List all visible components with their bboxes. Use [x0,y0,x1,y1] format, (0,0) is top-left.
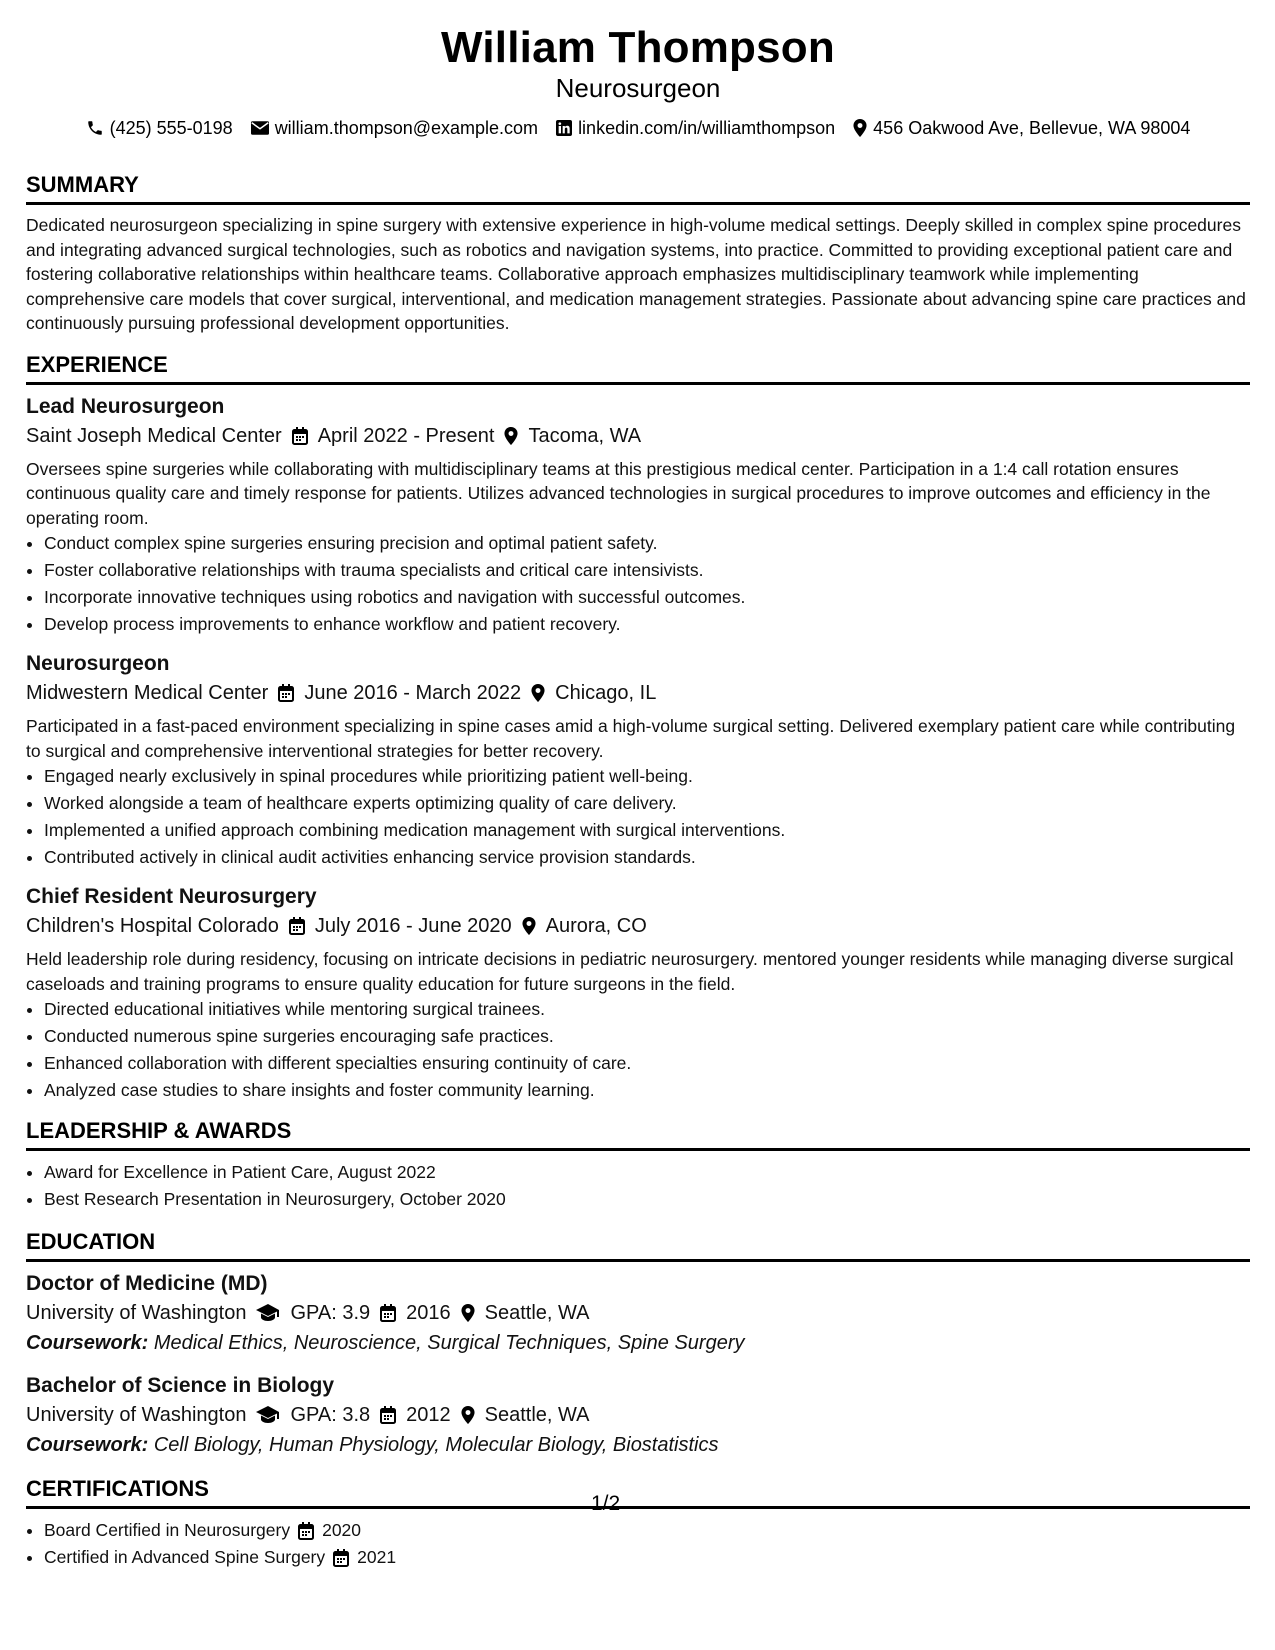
list-item: • Conducted numerous spine surgeries encouraging safe practices. [44,1023,1250,1050]
coursework [26,1328,1250,1358]
page-number: 1/2 [591,1492,621,1515]
candidate-name: William Thompson [441,23,835,72]
degree-title: Doctor of Medicine (MD) [26,1272,268,1295]
job-dates: July 2016 - June 2020 [314,915,512,937]
job-entry [26,883,1250,1104]
resume-header [26,22,1250,140]
job-meta [26,911,1250,941]
cert-row [44,1517,361,1544]
job-title: Lead Neurosurgeon [26,394,225,418]
list-item: • Directed educational initiatives while mentoring surgical trainees. [44,996,1250,1023]
gpa-text: GPA: 3.9 [290,1302,371,1324]
degree-title: Bachelor of Science in Biology [26,1374,335,1397]
job-meta [26,678,1250,708]
job-employer: Saint Joseph Medical Center [26,424,282,447]
job-bullets [26,763,1250,871]
cert-name: • Board Certified in Neurosurgery [44,1520,291,1540]
grad-year: 2012 [406,1404,451,1426]
calendar-icon [380,1304,396,1322]
linkedin-icon [556,120,572,136]
coursework-list: Medical Ethics, Neuroscience, Surgical Techniques, Spine Surgery [153,1332,745,1354]
address-text: 456 Oakwood Ave, Bellevue, WA 98004 [873,118,1191,138]
school-location: Seattle, WA [484,1404,590,1426]
job-dates: April 2022 - Present [317,424,495,447]
map-pin-icon [461,1406,475,1424]
map-pin-icon [504,427,518,445]
job-description: Participated in a fast-paced environment specializing in spine cases amid a high-volume surgical setting. Delivered exemplary patient care while contributing to surgical and comprehensive interventional strategies for better recovery. [26,716,1236,761]
awards-heading: LEADERSHIP & AWARDS [26,1116,1250,1151]
education-entry [26,1372,1250,1460]
certifications-list [26,1517,1250,1571]
job-employer: Midwestern Medical Center [26,682,269,704]
summary-heading: SUMMARY [26,170,1250,205]
education-meta [26,1298,1250,1328]
job-description: Held leadership role during residency, focusing on intricate decisions in pediatric neurosurgery. mentored younger residents while managing diverse surgical caseloads and training programs to ensure quality education for future surgeons in the field. [26,949,1234,994]
job-description: Oversees spine surgeries while collaborating with multidisciplinary teams at this prestigious medical center. Participation in a 1:4 call rotation ensures continuous quality care and timely response for patients. Utilizes advanced technologies in surgical procedures to improve outcomes and efficiency in the operating room. [26,458,1211,528]
cert-row [44,1544,396,1571]
calendar-icon [292,427,308,445]
list-item: • Best Research Presentation in Neurosurgery, October 2020 [44,1186,1250,1213]
list-item: • Engaged nearly exclusively in spinal procedures while prioritizing patient well-being. [44,763,1250,790]
list-item [44,1517,1250,1544]
list-item: • Enhanced collaboration with different specialties ensuring continuity of care. [44,1050,1250,1077]
contact-email[interactable] [251,116,538,140]
job-bullets [26,996,1250,1104]
school-name: University of Washington [26,1404,247,1426]
contact-linkedin[interactable] [556,116,835,140]
job-entry [26,393,1250,639]
contact-address [853,116,1190,140]
grad-year: 2016 [406,1302,451,1324]
list-item: • Develop process improvements to enhance workflow and patient recovery. [44,611,1250,638]
list-item: • Analyzed case studies to share insights and foster community learning. [44,1077,1250,1104]
cert-year: 2021 [357,1547,397,1567]
job-title: Chief Resident Neurosurgery [26,885,317,908]
email-text: william.thompson@example.com [274,118,539,138]
phone-icon [86,119,104,137]
job-bullets [26,530,1250,638]
awards-section [26,1116,1250,1213]
list-item: • Implemented a unified approach combining medication management with surgical interventions. [44,817,1250,844]
list-item: • Contributed actively in clinical audit activities enhancing service provision standards. [44,844,1250,871]
education-heading: EDUCATION [26,1227,1250,1262]
summary-text: Dedicated neurosurgeon specializing in spine surgery with extensive experience in high-volume medical settings. Deeply skilled in complex spine procedures and integrating advanced surgical technologies, such as robotics and navigation systems, into practice. Committed to providing exceptional patient care and fostering collaborative relationships within healthcare teams. Collaborative approach emphasizes multidisciplinary teamwork while implementing comprehensive care models that cover surgical, interventional, and medication management strategies. Passionate about advancing spine care practices and continuously pursuing professional development opportunities. [26,215,1246,333]
certifications-section [26,1474,1250,1571]
education-entry [26,1270,1250,1358]
envelope-icon [251,121,269,135]
map-pin-icon [461,1304,475,1322]
contact-phone[interactable] [86,116,233,140]
education-meta [26,1400,1250,1430]
list-item: • Award for Excellence in Patient Care, August 2022 [44,1159,1250,1186]
job-employer: Children's Hospital Colorado [26,915,279,937]
list-item [44,1544,1250,1571]
list-item: • Incorporate innovative techniques using robotics and navigation with successful outcomes. [44,584,1250,611]
list-item: • Worked alongside a team of healthcare experts optimizing quality of care delivery. [44,790,1250,817]
experience-section [26,350,1250,1105]
graduation-cap-icon [256,1304,280,1322]
calendar-icon [298,1522,314,1540]
contact-bar [26,116,1250,140]
cert-year: 2020 [322,1520,362,1540]
school-location: Seattle, WA [484,1302,590,1324]
job-location: Aurora, CO [545,915,647,937]
coursework [26,1430,1250,1460]
summary-section [26,170,1250,336]
list-item: • Conduct complex spine surgeries ensuring precision and optimal patient safety. [44,530,1250,557]
gpa-text: GPA: 3.8 [290,1404,371,1426]
calendar-icon [380,1406,396,1424]
linkedin-text: linkedin.com/in/williamthompson [578,118,836,138]
job-meta [26,421,1250,451]
education-section [26,1227,1250,1460]
graduation-cap-icon [256,1406,280,1424]
map-pin-icon [531,684,545,702]
cert-name: • Certified in Advanced Spine Surgery [44,1547,326,1567]
candidate-title: Neurosurgeon [555,73,721,103]
job-entry [26,650,1250,871]
job-title: Neurosurgeon [26,652,170,675]
coursework-label: Coursework: [26,1332,149,1354]
school-name: University of Washington [26,1302,247,1324]
map-pin-icon [522,917,536,935]
list-item: • Foster collaborative relationships with trauma specialists and critical care intensivists. [44,557,1250,584]
certifications-heading: CERTIFICATIONS [26,1474,1250,1509]
coursework-label: Coursework: [26,1434,149,1456]
calendar-icon [289,917,305,935]
job-location: Tacoma, WA [528,424,642,447]
calendar-icon [278,684,294,702]
calendar-icon [333,1549,349,1567]
job-dates: June 2016 - March 2022 [304,682,522,704]
resume-page [26,22,1250,1571]
job-location: Chicago, IL [555,682,657,704]
phone-text: (425) 555-0198 [109,118,233,138]
awards-list [26,1159,1250,1213]
map-pin-icon [853,119,867,137]
coursework-list: Cell Biology, Human Physiology, Molecular Biology, Biostatistics [153,1434,719,1456]
experience-heading: EXPERIENCE [26,350,1250,385]
